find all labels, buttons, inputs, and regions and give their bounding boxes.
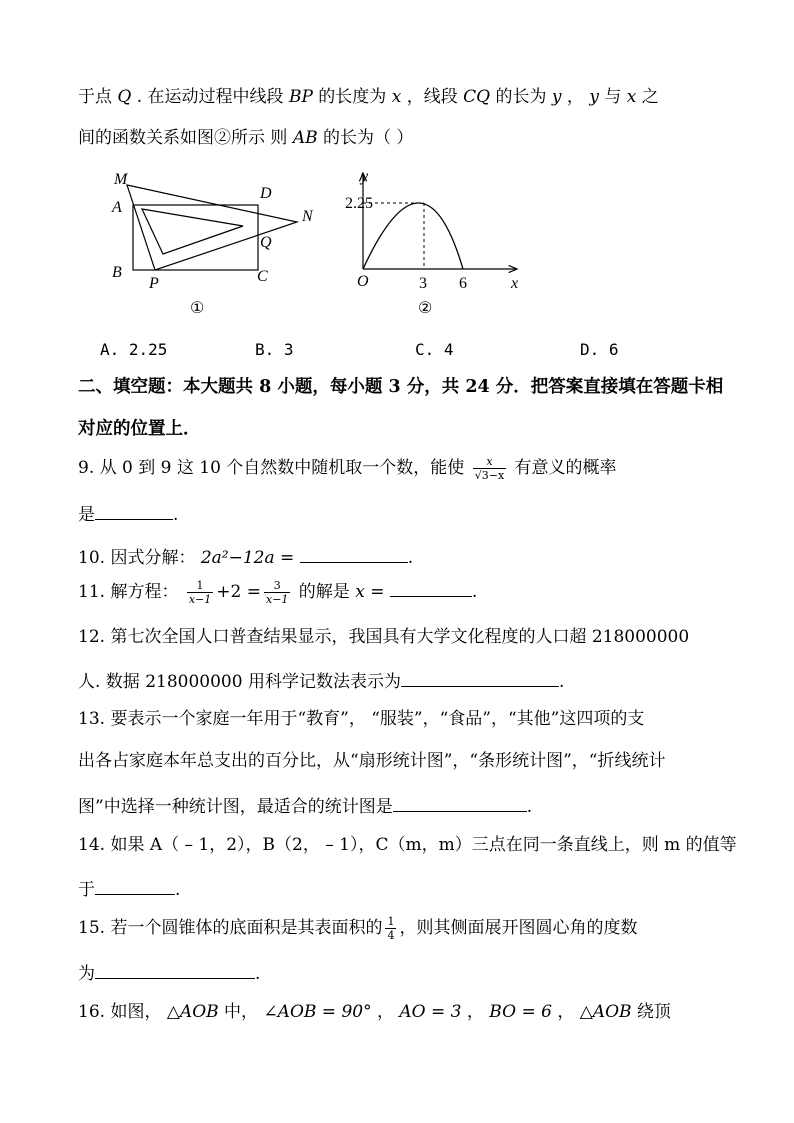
- q8-line2: 间的函数关系如图②所示 则 AB 的长为（ ）: [78, 128, 414, 148]
- q13-line1: 13. 要表示一个家庭一年用于“教育”， “服装”，“食品”，“其他”这四项的支: [78, 709, 645, 729]
- q11-answer-blank[interactable]: [390, 580, 472, 597]
- label-x3: 3: [419, 275, 427, 292]
- label-C: C: [257, 268, 268, 285]
- q14-line1: 14. 如果 A（ – 1，2），B（2， – 1），C（m，m）三点在同一条直线上，则 m 的值等: [78, 835, 737, 855]
- label-x: x: [511, 275, 519, 292]
- q14-line2: 于 .: [78, 880, 181, 900]
- q12-line2: 人. 数据 218000000 用科学记数法表示为 .: [78, 672, 565, 692]
- label-D: D: [260, 185, 272, 202]
- label-M: M: [114, 171, 128, 188]
- label-P: P: [149, 275, 159, 292]
- q9-answer-blank[interactable]: [95, 503, 173, 520]
- label-x6: 6: [459, 275, 467, 292]
- choice-c[interactable]: C. 4: [415, 340, 454, 359]
- choice-d[interactable]: D. 6: [580, 340, 619, 359]
- q15-answer-blank[interactable]: [95, 962, 255, 979]
- q9-line1: 9. 从 0 到 9 这 10 个自然数中随机取一个数，能使 $\frac{x}{√3-x}$ 有意义的概率: [78, 455, 617, 482]
- q14-answer-blank[interactable]: [95, 878, 175, 895]
- figure-2: [335, 165, 535, 320]
- q13-line2: 出各占家庭本年总支出的百分比，从“扇形统计图”，“条形统计图”，“折线统计: [78, 751, 666, 771]
- parabola-curve: [363, 203, 463, 269]
- q12-line1: 12. 第七次全国人口普查结果显示，我国具有大学文化程度的人口超 218000000: [78, 627, 690, 647]
- q16-line1: 16. 如图， △AOB 中， ∠AOB = 90° ， AO = 3 ， BO = 6 ， △AOB 绕顶: [78, 1002, 671, 1022]
- choice-b[interactable]: B. 3: [255, 340, 294, 359]
- q12-answer-blank[interactable]: [401, 670, 559, 687]
- label-y: y: [361, 168, 369, 185]
- label-Q: Q: [260, 234, 272, 251]
- section-2-header-line2: 对应的位置上．: [78, 419, 201, 439]
- inner-triangle: [142, 209, 243, 254]
- caption-1: ①: [190, 300, 205, 317]
- q13-answer-blank[interactable]: [393, 795, 527, 812]
- q8-line1: 于点 Q . 在运动过程中线段 BP 的长度为 x ，线段 CQ 的长为 y ， y 与 x 之: [78, 87, 659, 107]
- q9-fraction: $\frac{x}{√3-x}$: [474, 455, 505, 482]
- q15-line2: 为 .: [78, 964, 261, 984]
- q13-line3: 图”中选择一种统计图，最适合的统计图是 .: [78, 797, 533, 817]
- q9-line2: 是 .: [78, 505, 179, 525]
- section-2-header-line1: 二、填空题：本大题共 8 小题，每小题 3 分，共 24 分．把答案直接填在答题卡相: [78, 377, 724, 397]
- q11-line: 11. 解方程： $\frac{1}{x-1}$ +2 = $\frac{3}{x-1}$ 的解是 x = .: [78, 579, 478, 606]
- label-O: O: [357, 273, 369, 290]
- caption-2: ②: [418, 300, 433, 317]
- choice-a[interactable]: A. 2.25: [100, 340, 168, 359]
- label-B: B: [112, 264, 122, 281]
- figure-1: [100, 165, 330, 320]
- q15-line1: 15. 若一个圆锥体的底面积是其表面积的 $\frac{1}{4}$ ，则其侧面展开图圆心角的度数: [78, 915, 638, 942]
- q10-line: 10. 因式分解： 2a²−12a = .: [78, 548, 414, 568]
- label-N: N: [302, 208, 313, 225]
- label-A: A: [112, 199, 122, 216]
- q10-answer-blank[interactable]: [300, 546, 408, 563]
- label-ymax: 2.25: [345, 195, 373, 212]
